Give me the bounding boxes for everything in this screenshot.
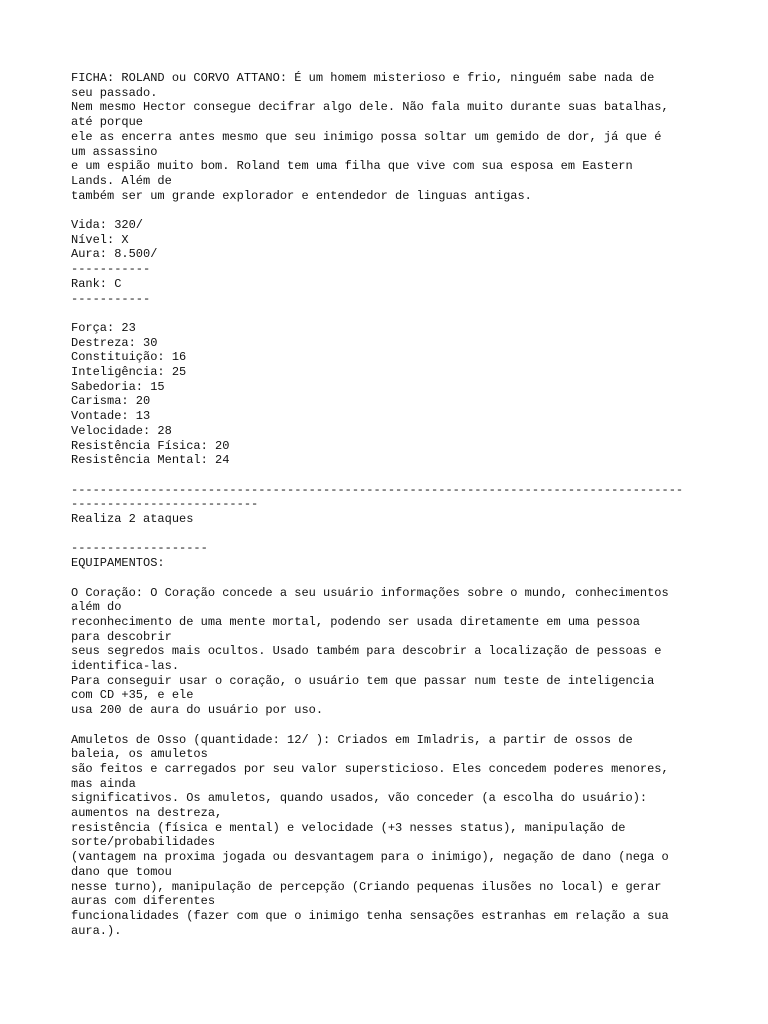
text-line: (vantagem na proxima jogada ou desvantagem para o inimigo), negação de dano (nega o	[71, 850, 669, 865]
equipment-coracao	[71, 586, 701, 718]
text-line: Para conseguir usar o coração, o usuário tem que passar num teste de inteligencia	[71, 673, 655, 688]
equipment-header	[71, 541, 701, 570]
text-line: -----------	[71, 262, 151, 277]
text-line: também ser um grande explorador e entendedor de linguas antigas.	[71, 188, 532, 203]
text-line: EQUIPAMENTOS:	[71, 556, 165, 571]
text-line: Destreza: 30	[71, 335, 158, 350]
text-line: sorte/probabilidades	[71, 835, 216, 850]
text-line: resistência (física e mental) e velocidade (+3 nesses status), manipulação de	[71, 820, 626, 835]
text-line: Força: 23	[71, 320, 136, 335]
text-line: funcionalidades (fazer com que o inimigo tenha sensações estranhas em relação a sua	[71, 908, 669, 923]
text-line: baleia, os amuletos	[71, 747, 208, 762]
text-line: Velocidade: 28	[71, 423, 172, 438]
text-line: Sabedoria: 15	[71, 379, 165, 394]
text-line: nesse turno), manipulação de percepção (Criando pequenas ilusões no local) e gerar	[71, 879, 662, 894]
text-line: são feitos e carregados por seu valor supersticioso. Eles concedem poderes menores,	[71, 761, 669, 776]
spacer	[71, 571, 701, 586]
text-line: um assassino	[71, 144, 158, 159]
text-line: auras com diferentes	[71, 894, 216, 909]
text-line: Aura: 8.500/	[71, 247, 158, 262]
document-page	[71, 71, 701, 938]
text-line: aumentos na destreza,	[71, 806, 223, 821]
spacer	[71, 468, 701, 483]
text-line: Rank: C	[71, 276, 122, 291]
character-intro	[71, 71, 701, 203]
text-line: Vida: 320/	[71, 218, 144, 233]
text-line: Vontade: 13	[71, 409, 151, 424]
text-line: reconhecimento de uma mente mortal, podendo ser usada diretamente em uma pessoa	[71, 614, 640, 629]
text-line: Amuletos de Osso (quantidade: 12/ ): Criados em Imladris, a partir de ossos de	[71, 732, 633, 747]
attacks-block	[71, 483, 701, 527]
text-line: Resistência Física: 20	[71, 438, 230, 453]
text-line: ele as encerra antes mesmo que seu inimigo possa soltar um gemido de dor, já que é	[71, 129, 662, 144]
text-line: Resistência Mental: 24	[71, 453, 230, 468]
text-line: Inteligência: 25	[71, 365, 187, 380]
text-line: para descobrir	[71, 629, 172, 644]
spacer	[71, 203, 701, 218]
spacer	[71, 718, 701, 733]
spacer	[71, 306, 701, 321]
text-line: significativos. Os amuletos, quando usados, vão conceder (a escolha do usuário):	[71, 791, 648, 806]
text-line: além do	[71, 600, 122, 615]
vitals-block	[71, 218, 701, 306]
attributes-block	[71, 321, 701, 468]
text-line: Lands. Além de	[71, 173, 172, 188]
text-line: com CD +35, e ele	[71, 688, 194, 703]
text-line: --------------------------	[71, 497, 259, 512]
text-line: -------------------	[71, 541, 208, 556]
text-line: -------------------------------------------------------------------------------------	[71, 482, 684, 497]
text-line: Realiza 2 ataques	[71, 512, 194, 527]
text-line: -----------	[71, 291, 151, 306]
text-line: seu passado.	[71, 85, 158, 100]
equipment-amuletos	[71, 733, 701, 939]
text-line: FICHA: ROLAND ou CORVO ATTANO: É um homem misterioso e frio, ninguém sabe nada de	[71, 71, 655, 85]
text-line: mas ainda	[71, 776, 136, 791]
text-line: aura.).	[71, 923, 122, 938]
text-line: Carisma: 20	[71, 394, 151, 409]
text-line: Nem mesmo Hector consegue decifrar algo dele. Não fala muito durante suas batalhas,	[71, 100, 669, 115]
text-line: Constituição: 16	[71, 350, 187, 365]
text-line: identifica-las.	[71, 659, 180, 674]
text-line: e um espião muito bom. Roland tem uma filha que vive com sua esposa em Eastern	[71, 159, 633, 174]
text-line: dano que tomou	[71, 864, 172, 879]
text-line: O Coração: O Coração concede a seu usuário informações sobre o mundo, conhecimentos	[71, 585, 669, 600]
spacer	[71, 527, 701, 542]
text-line: usa 200 de aura do usuário por uso.	[71, 703, 324, 718]
text-line: Nível: X	[71, 232, 129, 247]
text-line: até porque	[71, 115, 144, 130]
text-line: seus segredos mais ocultos. Usado também para descobrir a localização de pessoas e	[71, 644, 662, 659]
